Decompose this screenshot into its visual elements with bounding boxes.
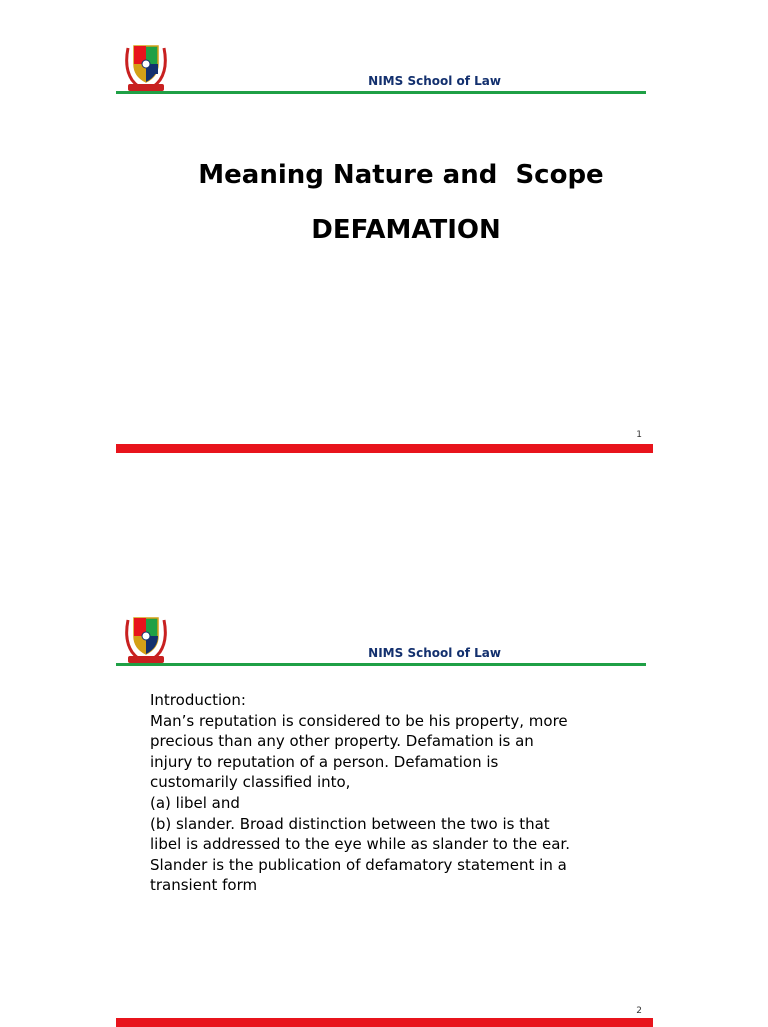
body-line: injury to reputation of a person. Defamation is	[150, 752, 499, 771]
body-line: Slander is the publication of defamatory statement in a	[150, 855, 567, 874]
header-divider	[116, 663, 646, 666]
slide-2	[116, 612, 653, 1024]
footer-divider	[116, 444, 653, 453]
body-line: Man’s reputation is considered to be his property, more	[150, 711, 568, 730]
slide-body	[150, 690, 620, 896]
header-title: NIMS School of Law	[368, 74, 501, 88]
body-line: (b) slander. Broad distinction between the two is that	[150, 814, 550, 833]
body-line: libel is addressed to the eye while as slander to the ear.	[150, 835, 570, 854]
slide-title: Meaning Nature and Scope	[198, 160, 604, 190]
slide-1	[116, 40, 653, 454]
header-divider	[116, 91, 646, 94]
header-title: NIMS School of Law	[368, 646, 501, 660]
body-line: precious than any other property. Defamation is an	[150, 732, 534, 751]
body-line: Introduction:	[150, 691, 246, 709]
page-number: 1	[636, 430, 642, 440]
slide-subtitle: DEFAMATION	[311, 215, 501, 245]
page-number: 2	[636, 1006, 642, 1016]
body-line: transient form	[150, 876, 258, 895]
body-line: (a) libel and	[150, 793, 240, 812]
footer-divider	[116, 1018, 653, 1027]
body-line: customarily classified into,	[150, 773, 351, 792]
